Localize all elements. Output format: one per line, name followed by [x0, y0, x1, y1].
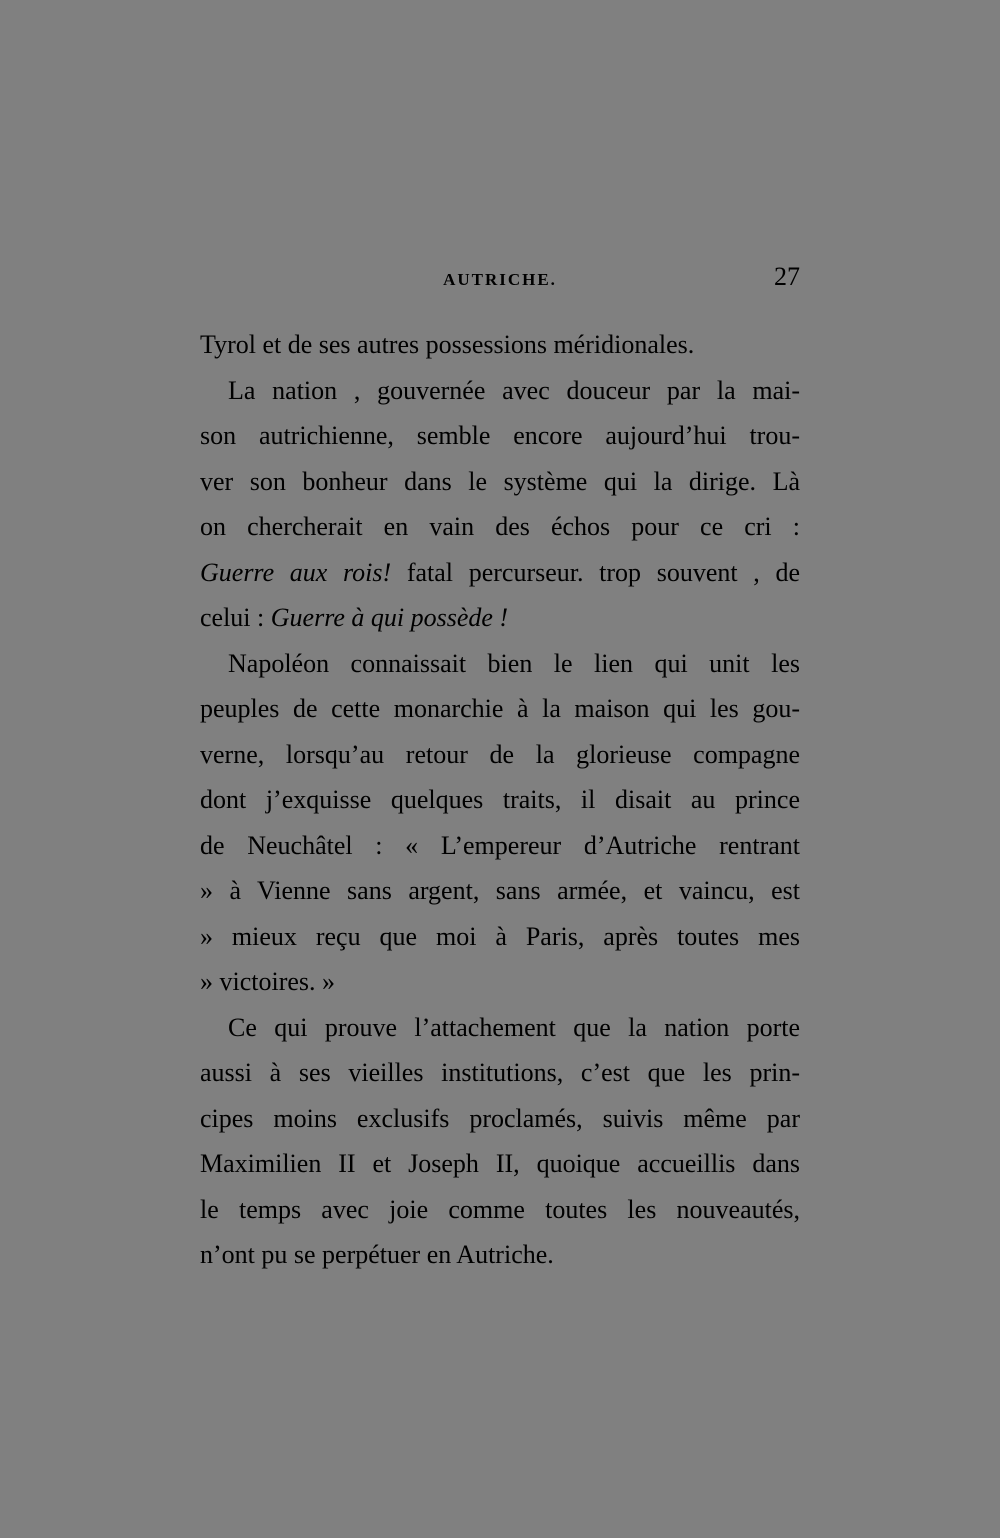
- text-line: dont j’exquisse quelques traits, il disait au prince: [200, 785, 800, 814]
- text-line: aussi à ses vieilles institutions, c’est que les prin-: [200, 1058, 800, 1087]
- text-line: Maximilien II et Joseph II, quoique accueillis dans: [200, 1149, 800, 1178]
- text-line: » mieux reçu que moi à Paris, après toutes mes: [200, 921, 800, 951]
- italic-phrase: Guerre aux rois!: [200, 557, 392, 587]
- text-line: son autrichienne, semble encore aujourd’hui trou-: [200, 421, 800, 450]
- text-line: Guerre aux rois! fatal percurseur. trop souvent , de: [200, 557, 800, 587]
- paragraph-start-line: La nation , gouvernée avec douceur par la mai-: [228, 375, 800, 405]
- paragraph-start-line: Ce qui prouve l’attachement que la nation porte: [228, 1012, 800, 1042]
- text-line: verne, lorsqu’au retour de la glorieuse compagne: [200, 739, 800, 769]
- running-header: [200, 262, 800, 298]
- paragraph-start-line: Napoléon connaissait bien le lien qui unit les: [228, 648, 800, 678]
- text-line: » victoires. »: [200, 967, 336, 996]
- text-line: cipes moins exclusifs proclamés, suivis même par: [200, 1103, 800, 1133]
- text-line: n’ont pu se perpétuer en Autriche.: [200, 1240, 554, 1269]
- text-line: de Neuchâtel : « L’empereur d’Autriche rentrant: [200, 830, 800, 860]
- text-line: le temps avec joie comme toutes les nouveautés,: [200, 1194, 800, 1224]
- running-title: AUTRICHE.: [443, 270, 557, 289]
- text-line: on chercherait en vain des échos pour ce cri :: [200, 512, 800, 541]
- text-line: celui : Guerre à qui possède !: [200, 603, 509, 632]
- italic-phrase: Guerre à qui possède !: [270, 603, 509, 632]
- text-line: Tyrol et de ses autres possessions méridionales.: [200, 330, 695, 359]
- body-text: [200, 322, 800, 1278]
- page-number: 27: [774, 262, 800, 291]
- text-line: » à Vienne sans argent, sans armée, et vaincu, est: [200, 876, 800, 905]
- text-line: peuples de cette monarchie à la maison qui les gou-: [200, 694, 800, 723]
- text-line: ver son bonheur dans le système qui la dirige. Là: [200, 466, 800, 496]
